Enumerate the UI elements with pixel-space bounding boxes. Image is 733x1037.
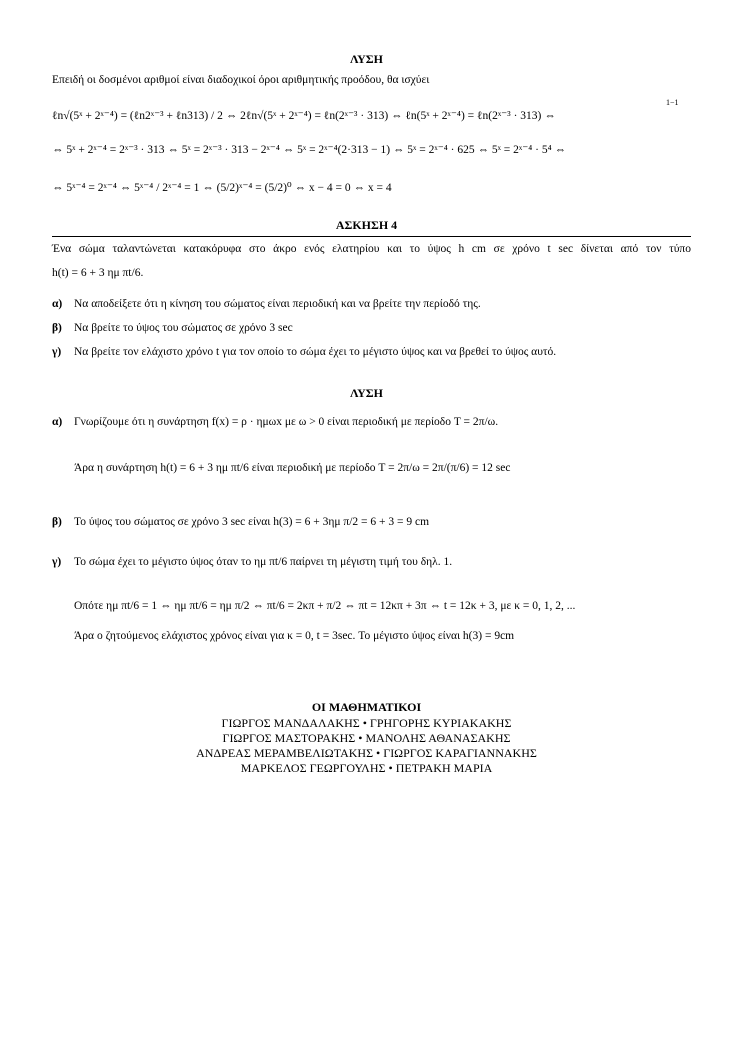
equation-marker: 1−1 <box>666 98 679 107</box>
solution-a-line1: Γνωρίζουμε ότι η συνάρτηση f(x) = ρ · ημωx με ω > 0 είναι περιοδική με περίοδο T = 2π/ω. <box>74 416 499 428</box>
solution2-heading: ΛΥΣΗ <box>350 386 383 400</box>
solution-b <box>52 516 429 528</box>
author-line: ΑΝΔΡΕΑΣ ΜΕΡΑΜΒΕΛΙΩΤΑΚΗΣ • ΓΙΩΡΓΟΣ ΚΑΡΑΓΙΑΝΝΑΚΗΣ <box>196 746 537 760</box>
author-line: ΓΙΩΡΓΟΣ ΜΑΝΔΑΛΑΚΗΣ • ΓΡΗΓΟΡΗΣ ΚΥΡΙΑΚΑΚΗΣ <box>221 716 512 730</box>
item-text: Να βρείτε το ύψος του σώματος σε χρόνο 3 sec <box>74 322 293 334</box>
part-label: α) <box>52 416 63 428</box>
part-label: β) <box>52 516 62 528</box>
solution-c-line1: Το σώμα έχει το μέγιστο ύψος όταν το ημ πt/6 παίρνει τη μέγιστη τιμή του δηλ. 1. <box>74 556 453 568</box>
item-label: γ) <box>52 346 62 358</box>
solution-a-line2: Άρα η συνάρτηση h(t) = 6 + 3 ημ πt/6 είναι περιοδική με περίοδο T = 2π/ω = 2π/(π/6) = 12 sec <box>74 462 511 474</box>
item-text: Να αποδείξετε ότι η κίνηση του σώματος είναι περιοδική και να βρείτε την περίοδό της. <box>74 298 481 310</box>
solution-intro: Επειδή οι δοσμένοι αριθμοί είναι διαδοχικοί όροι αριθμητικής προόδου, θα ισχύει <box>52 74 430 86</box>
exercise-formula: h(t) = 6 + 3 ημ πt/6. <box>52 267 144 279</box>
authors-heading: ΟΙ ΜΑΘΗΜΑΤΙΚΟΙ <box>311 700 422 714</box>
solution-b-line: Το ύψος του σώματος σε χρόνο 3 sec είναι h(3) = 6 + 3ημ π/2 = 6 + 3 = 9 cm <box>74 516 430 528</box>
part-label: γ) <box>52 556 62 568</box>
solution-heading: ΛΥΣΗ <box>350 52 383 66</box>
exercise-item-a <box>52 298 481 310</box>
solution-c-line2: Οπότε ημ πt/6 = 1 ⇔ ημ πt/6 = ημ π/2 ⇔ πt/6 = 2κπ + π/2 ⇔ πt = 12κπ + 3π ⇔ t = 12κ + 3, με κ = 0, 1, 2, ... <box>74 600 576 612</box>
heading-rule <box>52 236 691 237</box>
exercise-item-c <box>52 346 556 358</box>
item-label: β) <box>52 322 62 334</box>
exercise-item-b <box>52 322 293 334</box>
equation-line-3: ⇔ 5ˣ⁻⁴ = 2ˣ⁻⁴ ⇔ 5ˣ⁻⁴ / 2ˣ⁻⁴ = 1 ⇔ (5/2)ˣ⁻⁴ = (5/2)⁰ ⇔ x − 4 = 0 ⇔ x = 4 <box>52 182 392 194</box>
equation-line-2: ⇔ 5ˣ + 2ˣ⁻⁴ = 2ˣ⁻³ · 313 ⇔ 5ˣ = 2ˣ⁻³ · 313 − 2ˣ⁻⁴ ⇔ 5ˣ = 2ˣ⁻⁴(2·313 − 1) ⇔ 5ˣ = 2ˣ⁻⁴ · 625 ⇔ 5ˣ = 2ˣ⁻⁴ · 5⁴ ⇔ <box>52 144 567 156</box>
item-label: α) <box>52 298 63 310</box>
solution-c-line3: Άρα ο ζητούμενος ελάχιστος χρόνος είναι για κ = 0, t = 3sec. Το μέγιστο ύψος είναι h(3) = 9cm <box>74 630 515 642</box>
item-text: Να βρείτε τον ελάχιστο χρόνο t για τον οποίο το σώμα έχει το μέγιστο ύψος και να βρεθεί το ύψος αυτό. <box>74 346 557 358</box>
author-line: ΓΙΩΡΓΟΣ ΜΑΣΤΟΡΑΚΗΣ • ΜΑΝΟΛΗΣ ΑΘΑΝΑΣΑΚΗΣ <box>222 731 511 745</box>
author-line: ΜΑΡΚΕΛΟΣ ΓΕΩΡΓΟΥΛΗΣ • ΠΕΤΡΑΚΗ ΜΑΡΙΑ <box>240 761 493 775</box>
solution-c <box>52 556 452 568</box>
solution-a <box>52 416 498 428</box>
equation-line-1: ℓn√(5ˣ + 2ˣ⁻⁴) = (ℓn2ˣ⁻³ + ℓn313) / 2 ⇔ 2ℓn√(5ˣ + 2ˣ⁻⁴) = ℓn(2ˣ⁻³ · 313) ⇔ ℓn(5ˣ + 2ˣ⁻⁴) = ℓn(2ˣ⁻³ · 313) ⇔ <box>52 110 556 122</box>
exercise-heading: ΑΣΚΗΣΗ 4 <box>335 218 398 232</box>
exercise-statement: Ένα σώμα ταλαντώνεται κατακόρυφα στο άκρο ενός ελατηρίου και το ύψος h cm σε χρόνο t sec δίνεται από τον τύπο <box>52 243 691 255</box>
